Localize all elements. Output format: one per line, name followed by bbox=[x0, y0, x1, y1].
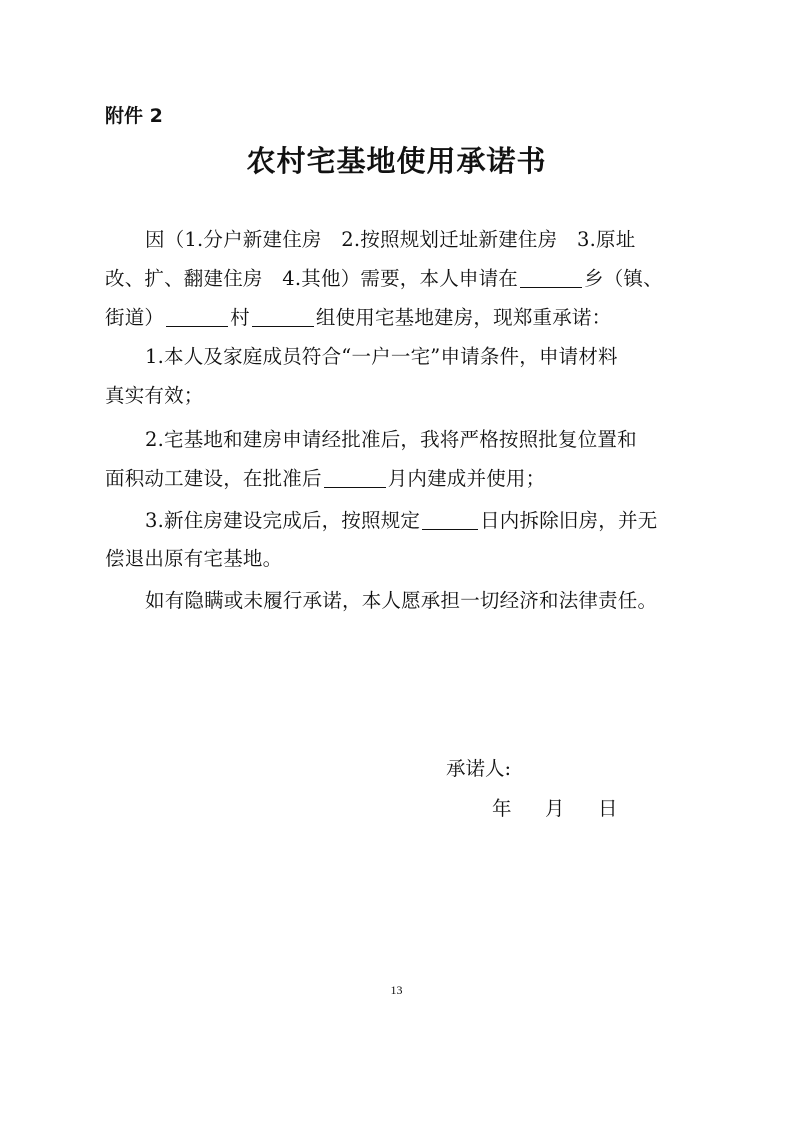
months-blank bbox=[324, 467, 386, 488]
paragraph-4-line-1-text: 3.新住房建设完成后，按照规定 bbox=[145, 509, 421, 532]
paragraph-1-line-2-text: 改、扩、翻建住房 4.其他）需要，本人申请在 bbox=[105, 267, 519, 290]
paragraph-4-line-2: 偿退出原有宅基地。 bbox=[105, 547, 283, 570]
promisor-label: 承诺人: bbox=[446, 757, 512, 780]
paragraph-2-line-2: 真实有效； bbox=[105, 384, 204, 407]
village-blank bbox=[166, 306, 228, 327]
paragraph-1-line-3 bbox=[105, 305, 611, 331]
days-blank bbox=[422, 509, 478, 530]
paragraph-3-line-2-tail: 月内建成并使用； bbox=[387, 467, 546, 490]
village-label: 村 bbox=[230, 306, 250, 329]
paragraph-1-line-2 bbox=[105, 266, 663, 292]
street-label: 街道） bbox=[105, 306, 165, 329]
day-label: 日 bbox=[598, 797, 618, 820]
month-label: 月 bbox=[545, 797, 565, 820]
paragraph-4-line-1 bbox=[145, 508, 657, 534]
year-label: 年 bbox=[492, 797, 512, 820]
paragraph-1-line-2-tail: 乡（镇、 bbox=[584, 267, 663, 290]
group-blank bbox=[252, 306, 314, 327]
paragraph-1-line-1: 因（1.分户新建住房 2.按照规划迁址新建住房 3.原址 bbox=[145, 228, 636, 251]
paragraph-1-line-3-tail: 组使用宅基地建房，现郑重承诺： bbox=[315, 306, 612, 329]
paragraph-3-line-1: 2.宅基地和建房申请经批准后，我将严格按照批复位置和 bbox=[145, 428, 637, 451]
township-blank bbox=[520, 267, 582, 288]
paragraph-3-line-2-text: 面积动工建设，在批准后 bbox=[105, 467, 322, 490]
document-title: 农村宅基地使用承诺书 bbox=[246, 144, 547, 178]
paragraph-5-line-1: 如有隐瞒或未履行承诺，本人愿承担一切经济和法律责任。 bbox=[145, 589, 658, 612]
page-number: 13 bbox=[390, 983, 403, 997]
paragraph-2-line-1: 1.本人及家庭成员符合“一户一宅”申请条件，申请材料 bbox=[145, 345, 618, 368]
paragraph-4-line-1-tail: 日内拆除旧房，并无 bbox=[480, 509, 658, 532]
attachment-label: 附件 2 bbox=[105, 105, 163, 127]
paragraph-3-line-2 bbox=[105, 466, 545, 492]
